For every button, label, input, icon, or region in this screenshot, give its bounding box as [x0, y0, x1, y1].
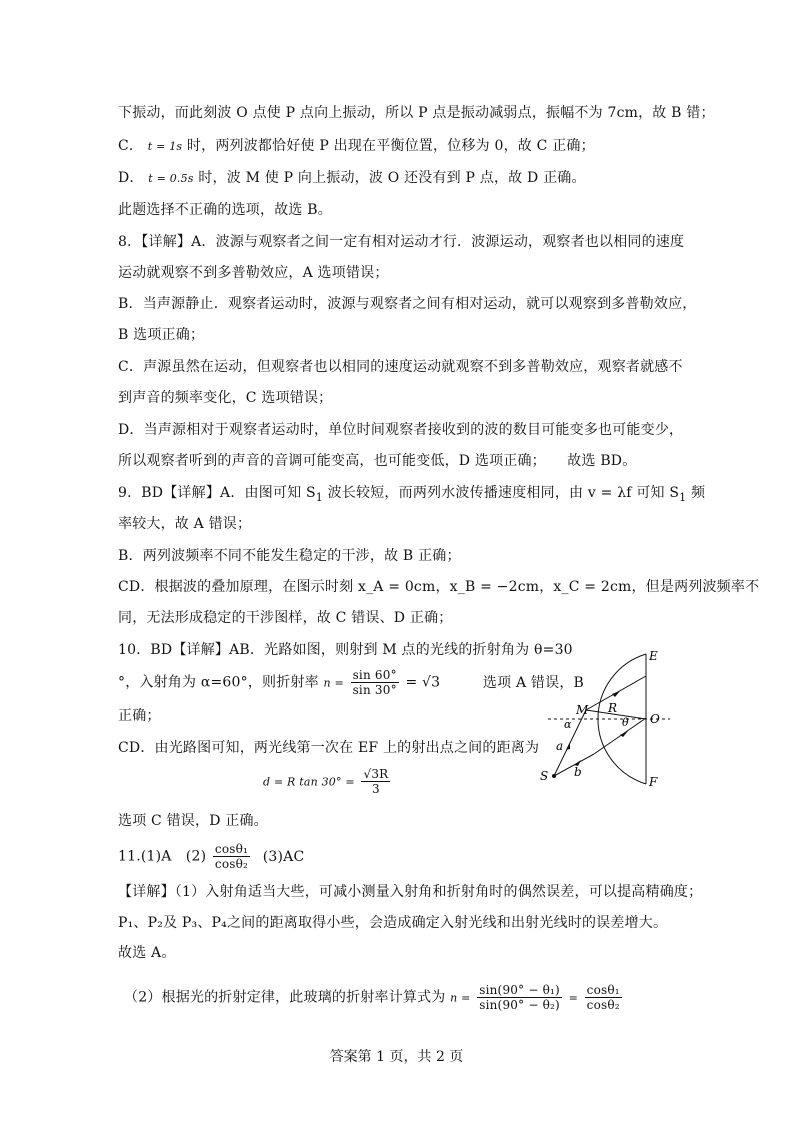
fraction	[213, 842, 250, 871]
text-fragment: 选项 A 错误，B	[482, 674, 585, 691]
fraction-denominator: cosθ₂	[586, 998, 620, 1012]
label-theta: θ	[622, 716, 629, 729]
text-fragment: 波长较短，而两列水波传播速度相同，由 v = λf 可知 S	[322, 485, 680, 501]
label-S: S	[540, 769, 549, 783]
text-line: CD．由光路图可知，两光线第一次在 EF 上的射出点之间的距离为	[118, 740, 540, 756]
text-line: 正确；	[118, 708, 161, 724]
fraction-denominator: 3	[372, 782, 380, 796]
text-line: 【详解】（1）入射角适当大些，可减小测量入射角和折射角时的偶然误差，可以提高精确度；	[118, 884, 703, 900]
fraction-numerator: √3R	[363, 767, 389, 781]
time-value: t = 1s	[147, 140, 183, 153]
text-line	[118, 169, 586, 188]
text-line: 率较大，故 A 错误；	[118, 516, 252, 532]
text-fragment: 9．BD【详解】A．由图可知 S	[118, 485, 316, 501]
time-value: t = 0.5s	[148, 172, 194, 185]
text-line: 故选 A。	[118, 945, 176, 961]
fraction	[361, 767, 390, 796]
label-O: O	[650, 712, 660, 726]
text-line: 选项 C 错误，D 正确。	[118, 813, 268, 829]
text-line: CD．根据波的叠加原理，在图示时刻 x_A = 0cm，x_B = −2cm，x_C = 2cm，但是两列波频率不	[118, 579, 760, 595]
label-b: b	[574, 765, 582, 779]
text-line: 到声音的频率变化，C 选项错误；	[118, 390, 333, 406]
fraction-denominator: sin(90° − θ₂)	[479, 998, 560, 1012]
text-line	[118, 484, 705, 507]
fraction	[477, 983, 562, 1012]
formula-line	[263, 767, 392, 796]
text-fragment: （2）根据光的折射定律，此玻璃的折射率计算式为	[124, 989, 446, 1006]
option-label: C．	[118, 138, 144, 154]
label-M: M	[576, 703, 589, 717]
text-line: 10．BD【详解】AB．光路如图，则射到 M 点的光线的折射角为 θ=30	[118, 642, 573, 658]
text-fragment: 时，波 M 使 P 向上振动，波 O 还没有到 P 点，故 D 正确。	[198, 170, 586, 186]
text-line: 运动就观察不到多普勒效应，A 选项错误；	[118, 265, 389, 281]
label-a: a	[556, 739, 564, 753]
formula-result: = √3	[405, 674, 441, 691]
text-fragment: (3)AC	[262, 848, 305, 865]
label-E: E	[649, 649, 658, 663]
option-label: D．	[118, 170, 144, 186]
text-line: P₁、P₂及 P₃、P₄之间的距离取得小些，会造成确定入射光线和出射光线时的误差增大。	[118, 915, 668, 931]
page-footer: 答案第 1 页，共 2 页	[329, 1049, 464, 1065]
fraction-numerator: cosθ₁	[214, 842, 249, 856]
fraction-numerator: cosθ₁	[586, 983, 620, 997]
formula-var: n =	[450, 991, 471, 1005]
arrow-ray-b	[620, 731, 628, 737]
label-alpha: α	[564, 718, 572, 731]
arrow-ray-a	[612, 691, 620, 697]
text-line	[118, 842, 304, 871]
text-fragment: °，入射角为 α=60°，则折射率	[118, 674, 319, 691]
formula-var: n =	[323, 676, 344, 690]
fraction	[585, 983, 622, 1012]
text-line: D．当声源相对于观察者运动时，单位时间观察者接收到的波的数目可能变多也可能变少，	[118, 422, 684, 438]
ray-b-inside	[594, 718, 646, 754]
text-fragment: 11.(1)A (2)	[118, 848, 207, 865]
text-line: 同，无法形成稳定的干涉图样，故 C 错误、D 正确；	[118, 610, 453, 626]
subscript: 1	[315, 490, 323, 504]
text-line: B．两列波频率不同不能发生稳定的干涉，故 B 正确；	[118, 548, 461, 564]
fraction	[351, 668, 399, 697]
fraction-denominator: sin 30°	[352, 683, 397, 697]
text-fragment: 时，两列波都恰好使 P 出现在平衡位置，位移为 0，故 C 正确；	[186, 138, 595, 154]
label-R: R	[608, 701, 618, 715]
label-F: F	[649, 775, 658, 788]
arrow-incident-a	[566, 742, 570, 750]
text-line	[118, 668, 584, 697]
text-line: B．当声源静止．观察者运动时，波源与观察者之间有相对运动，就可以观察到多普勒效应，	[118, 296, 697, 312]
text-line: 8．【详解】A．波源与观察者之间一定有相对运动才行．波源运动，观察者也以相同的速度	[118, 234, 685, 250]
text-line: 下振动，而此刻波 O 点使 P 点向上振动，所以 P 点是振动减弱点，振幅不为 7cm，故 B 错；	[118, 105, 715, 121]
text-line: B 选项正确；	[118, 327, 205, 343]
text-line: 此题选择不正确的选项，故选 B。	[118, 202, 332, 218]
text-line: C．声源虽然在运动，但观察者也以相同的速度运动就观察不到多普勒效应，观察者就感不	[118, 359, 683, 375]
text-fragment: 频	[686, 485, 706, 501]
fraction-numerator: sin(90° − θ₁)	[479, 983, 560, 997]
fraction-numerator: sin 60°	[352, 668, 397, 682]
fraction-denominator: cosθ₂	[214, 857, 249, 871]
optics-diagram	[540, 648, 690, 788]
equals-sign: =	[568, 991, 578, 1005]
text-line: 所以观察者听到的声音的音调可能变高，也可能变低，D 选项正确； 故选 BD。	[118, 453, 637, 469]
subscript: 1	[679, 490, 687, 504]
formula-text: d = R tan 30° =	[263, 775, 355, 789]
text-line	[124, 983, 624, 1012]
source-point	[552, 774, 556, 778]
text-line	[118, 137, 595, 156]
